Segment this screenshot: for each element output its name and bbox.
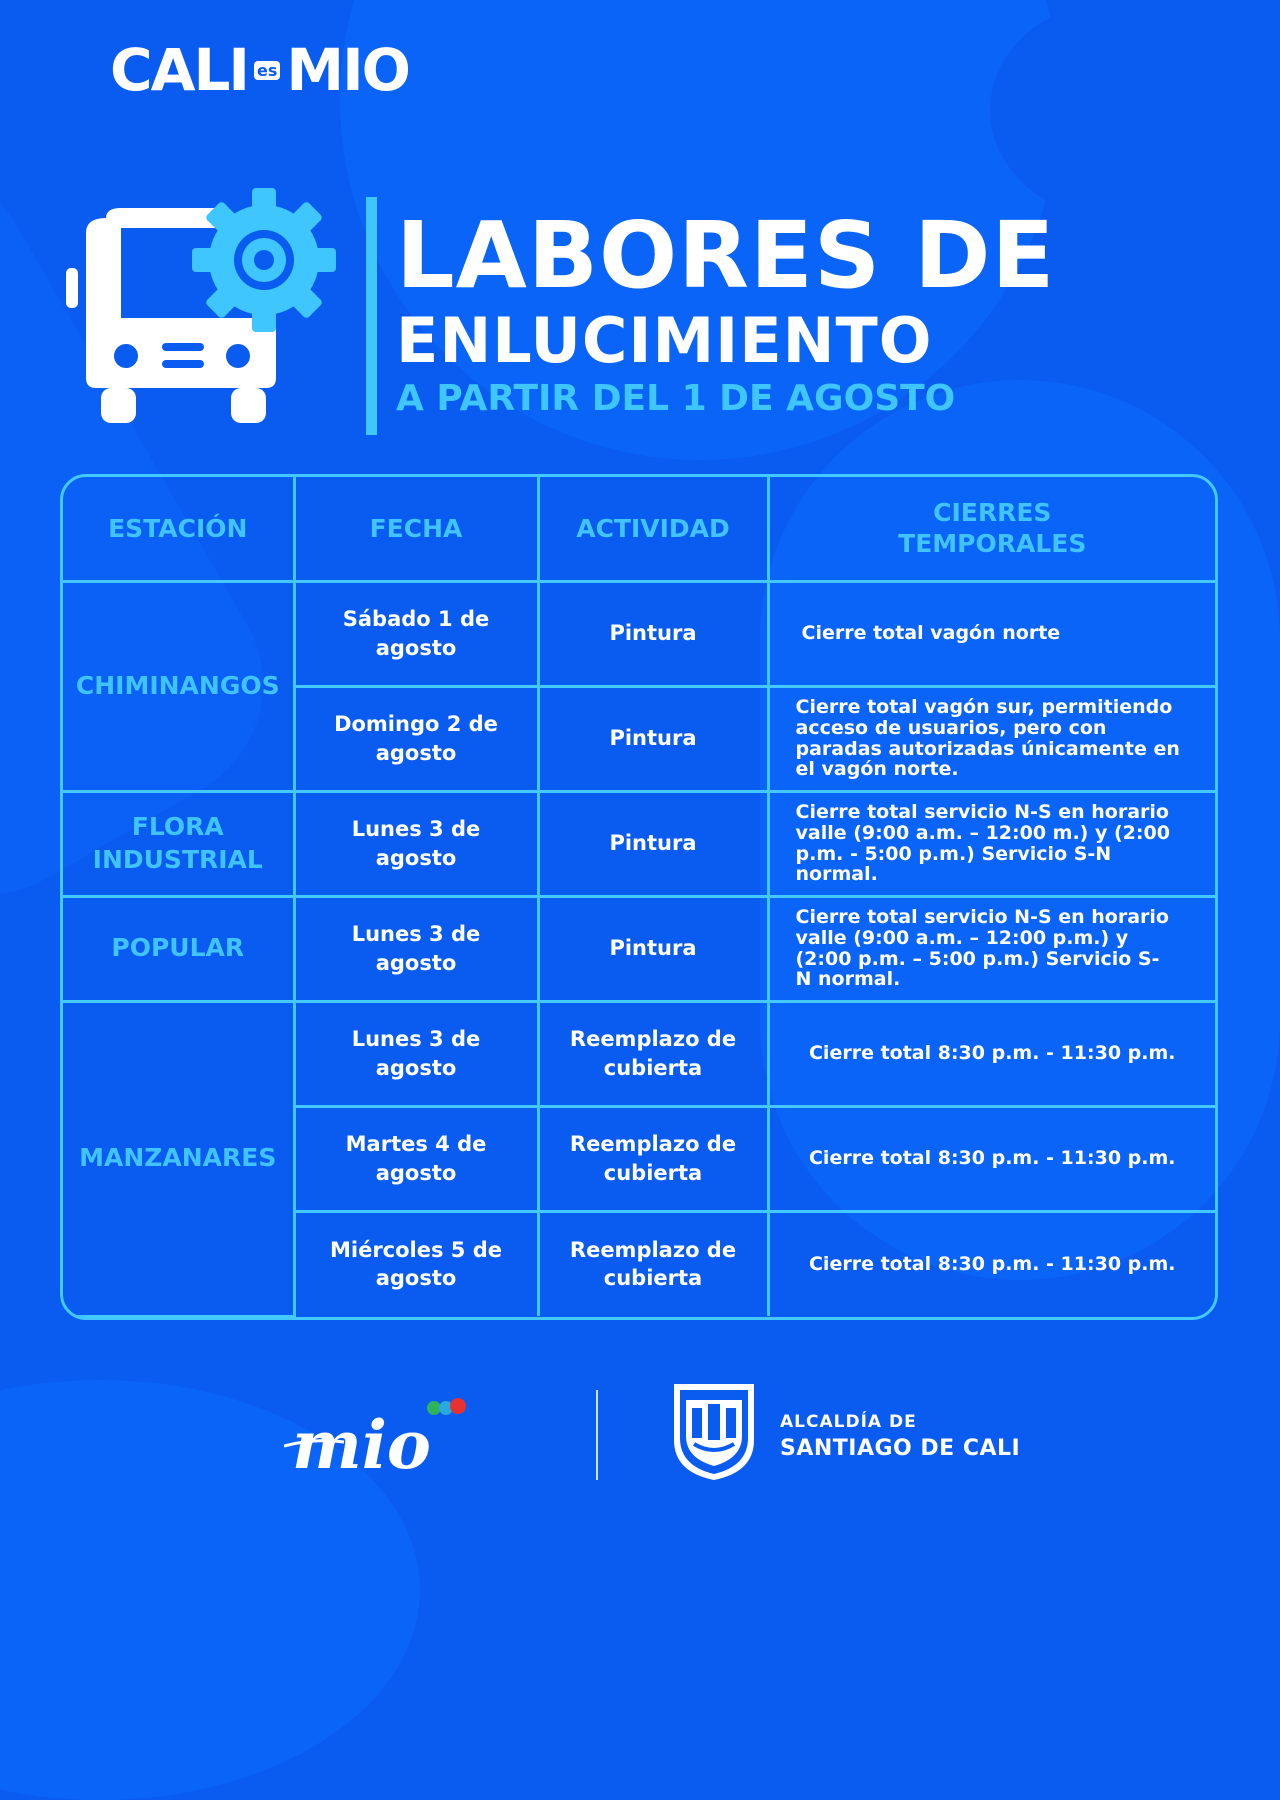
logo-mio-text: MIO — [286, 36, 409, 104]
city-seal-icon — [670, 1380, 758, 1482]
activity-cell: Pintura — [538, 686, 768, 791]
date-cell: Lunes 3 de agosto — [294, 1001, 538, 1106]
station-cell: CHIMINANGOS — [63, 581, 294, 791]
header-station: ESTACIÓN — [63, 477, 294, 581]
closure-cell: Cierre total vagón sur, permitiendo acceso de usuarios, pero con paradas autorizadas únicamente en el vagón norte. — [768, 686, 1215, 791]
activity-cell: Pintura — [538, 581, 768, 686]
closure-cell: Cierre total 8:30 p.m. - 11:30 p.m. — [768, 1001, 1215, 1106]
table-row — [63, 896, 1215, 1001]
background-shape — [990, 0, 1250, 220]
table-header-row — [63, 477, 1215, 581]
title-accent-bar — [366, 197, 377, 435]
bus-gear-icon — [66, 188, 346, 433]
cali-es-mio-logo — [110, 36, 409, 104]
alcaldia-label: ALCALDÍA DE — [780, 1412, 917, 1432]
date-cell: Lunes 3 de agosto — [294, 896, 538, 1001]
header-activity: ACTIVIDAD — [538, 477, 768, 581]
activity-cell: Reemplazo de cubierta — [538, 1106, 768, 1211]
header-closures: CIERRES TEMPORALES — [768, 477, 1215, 581]
station-cell: MANZANARES — [63, 1001, 294, 1316]
table-row — [63, 791, 1215, 896]
station-cell: FLORA INDUSTRIAL — [63, 791, 294, 896]
schedule-table — [60, 474, 1218, 1320]
logo-cali-text: CALI — [110, 36, 248, 104]
activity-cell: Pintura — [538, 896, 768, 1001]
header-date: FECHA — [294, 477, 538, 581]
footer — [0, 1380, 1280, 1490]
closure-cell: Cierre total servicio N-S en horario valle (9:00 a.m. – 12:00 m.) y (2:00 p.m. - 5:00 p.m.) Servicio S-N normal. — [768, 791, 1215, 896]
logo-es-text: es — [254, 61, 280, 80]
page-title-line1: LABORES DE — [396, 202, 1056, 309]
date-cell: Miércoles 5 de agosto — [294, 1211, 538, 1316]
table-row — [63, 581, 1215, 686]
closure-cell: Cierre total 8:30 p.m. - 11:30 p.m. — [768, 1106, 1215, 1211]
santiago-de-cali-label: SANTIAGO DE CALI — [780, 1436, 1021, 1461]
date-cell: Domingo 2 de agosto — [294, 686, 538, 791]
date-cell: Sábado 1 de agosto — [294, 581, 538, 686]
date-cell: Lunes 3 de agosto — [294, 791, 538, 896]
closure-cell: Cierre total servicio N-S en horario valle (9:00 a.m. – 12:00 p.m.) y (2:00 p.m. – 5:00 p.m.) Servicio S-N normal. — [768, 896, 1215, 1001]
date-cell: Martes 4 de agosto — [294, 1106, 538, 1211]
mio-logo-text: mio — [292, 1406, 431, 1484]
activity-cell: Reemplazo de cubierta — [538, 1211, 768, 1316]
table-row — [63, 1001, 1215, 1106]
closure-cell: Cierre total vagón norte — [768, 581, 1215, 686]
activity-cell: Pintura — [538, 791, 768, 896]
station-cell: POPULAR — [63, 896, 294, 1001]
activity-cell: Reemplazo de cubierta — [538, 1001, 768, 1106]
closure-cell: Cierre total 8:30 p.m. - 11:30 p.m. — [768, 1211, 1215, 1316]
page-title-line2: ENLUCIMIENTO — [396, 304, 933, 377]
page-subtitle: A PARTIR DEL 1 DE AGOSTO — [396, 378, 956, 419]
mio-logo-icon — [284, 1398, 534, 1488]
footer-divider — [596, 1390, 598, 1480]
